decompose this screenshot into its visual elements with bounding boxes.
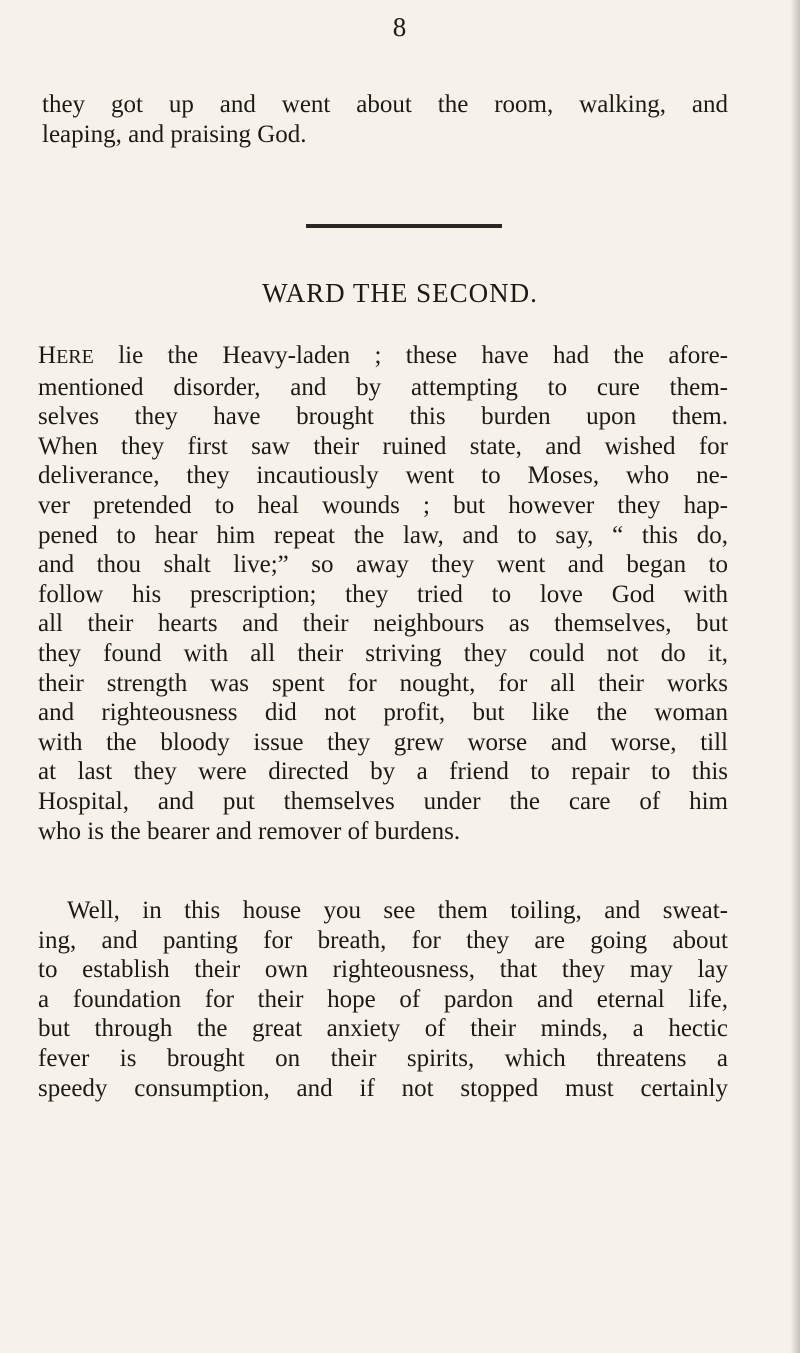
text-line: at last they were directed by a friend to repair to this: [38, 758, 728, 786]
text-line: Hospital, and put themselves under the care of him: [38, 787, 728, 815]
text-line: to establish their own righteousness, that they may lay: [38, 956, 728, 984]
text-line: When they first saw their ruined state, and wished for: [38, 432, 728, 460]
drop-letter: H: [38, 342, 57, 369]
text-line: leaping, and praising God.: [42, 120, 307, 148]
section-divider: [306, 224, 502, 228]
section-heading: WARD THE SECOND.: [262, 278, 538, 308]
text-line: but through the great anxiety of their minds, a hectic: [38, 1015, 728, 1043]
first-line-text: lie the Heavy-laden ; these have had the afore-: [93, 342, 728, 369]
text-line: their strength was spent for nought, for all their works: [38, 669, 728, 697]
intro-paragraph: [42, 90, 728, 149]
text-line: and righteousness did not profit, but like the woman: [38, 699, 728, 727]
text-line: pened to hear him repeat the law, and to say, “ this do,: [38, 521, 728, 549]
text-line: follow his prescription; they tried to love God with: [38, 580, 728, 608]
text-line: with the bloody issue they grew worse and worse, till: [38, 728, 728, 756]
text-line: a foundation for their hope of pardon and eternal life,: [38, 985, 728, 1013]
paragraph-well: [38, 896, 728, 1103]
text-line: deliverance, they incautiously went to Moses, who ne-: [38, 462, 728, 490]
text-line: selves they have brought this burden upon them.: [38, 403, 728, 431]
text-line: they got up and went about the room, walking, and: [42, 91, 728, 118]
text-line: speedy consumption, and if not stopped must certainly: [38, 1074, 728, 1102]
page-number: 8: [392, 12, 408, 42]
text-line-first: [38, 341, 728, 373]
small-caps-word: ERE: [56, 346, 94, 368]
page-edge: [790, 0, 800, 1353]
paragraph-heavy-laden: [38, 341, 728, 846]
text-line: mentioned disorder, and by attempting to cure them-: [38, 373, 728, 401]
text-line: Well, in this house you see them toiling, and sweat-: [67, 897, 728, 924]
text-line: and thou shalt live;” so away they went and began to: [38, 551, 728, 579]
text-line: fever is brought on their spirits, which threatens a: [38, 1044, 728, 1072]
text-line: ing, and panting for breath, for they are going about: [38, 926, 728, 954]
text-line: who is the bearer and remover of burdens.: [38, 817, 461, 845]
text-line: ver pretended to heal wounds ; but however they hap-: [38, 491, 728, 519]
text-line: all their hearts and their neighbours as themselves, but: [38, 610, 728, 638]
text-line: they found with all their striving they could not do it,: [38, 639, 728, 667]
